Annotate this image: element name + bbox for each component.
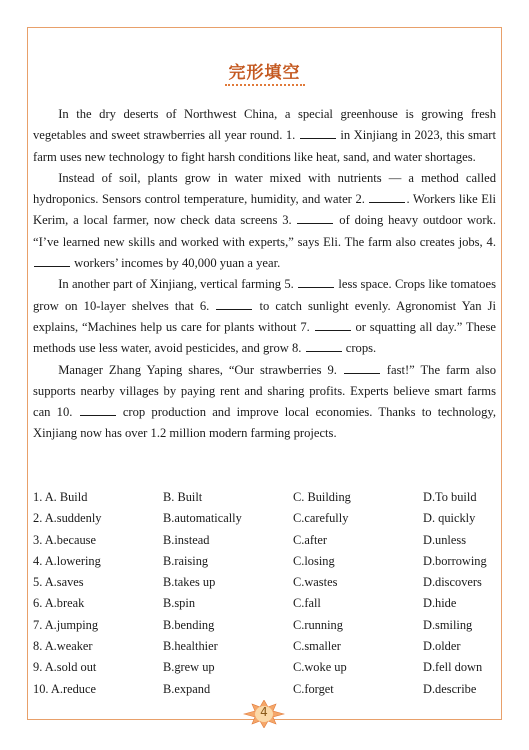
option-row [33, 551, 503, 572]
option-b: B.instead [163, 532, 210, 547]
passage [33, 104, 496, 445]
option-c: C.losing [293, 553, 335, 568]
blank-4 [34, 254, 70, 267]
option-a: 9. A.sold out [33, 660, 97, 675]
option-d: D.fell down [423, 660, 483, 675]
option-a: 7. A.jumping [33, 617, 99, 632]
option-c: C.forget [293, 681, 334, 696]
option-b: B.healthier [163, 639, 218, 654]
blank-1 [300, 126, 336, 139]
option-a: 3. A.because [33, 532, 96, 547]
option-b: B.spin [163, 596, 196, 611]
option-a: 6. A.break [33, 596, 85, 611]
option-c: C.woke up [293, 660, 347, 675]
blank-3 [297, 211, 333, 224]
option-d: D.unless [423, 532, 467, 547]
option-b: B. Built [163, 490, 203, 504]
option-row [33, 572, 503, 593]
option-d: D.hide [423, 596, 457, 611]
option-a: 5. A.saves [33, 575, 84, 590]
option-d: D.borrowing [423, 553, 487, 568]
option-c: C.carefully [293, 511, 349, 526]
option-row [33, 487, 503, 508]
blank-5 [298, 275, 334, 288]
option-c: C.wastes [293, 575, 338, 590]
option-b: B.expand [163, 681, 211, 696]
option-row [33, 615, 503, 636]
paragraph-3: In another part of Xinjiang, vertical farming 5. less space. Crops like tomatoes grow on 10-layer shelves that 6. to catch sunlight evenly. Agronomist Yan Ji explains, “Machines help us care for plants without 7. or squatting all day.” These methods use less water, avoid pesticides, and grow 8. crops. [33, 277, 496, 356]
blank-6 [216, 297, 252, 310]
option-c: C.running [293, 617, 343, 632]
option-b: B.grew up [163, 660, 215, 675]
blank-9 [344, 361, 380, 374]
option-d: D.smiling [423, 617, 473, 632]
blank-7 [315, 318, 351, 331]
option-a: 10. A.reduce [33, 681, 96, 696]
option-a: 2. A.suddenly [33, 511, 102, 526]
paragraph-1: In the dry deserts of Northwest China, a special greenhouse is growing fresh vegetables and sweet strawberries all year round. 1. in Xinjiang in 2023, this smart farm uses new technology to fight harsh conditions like heat, sand, and water shortages. [33, 107, 497, 164]
option-row [33, 636, 503, 657]
option-d: D.describe [423, 681, 477, 696]
option-d: D.To build [423, 490, 477, 504]
blank-8 [306, 339, 342, 352]
paragraph-2: Instead of soil, plants grow in water mixed with nutrients — a method called hydroponics. Sensors control temperature, humidity, and water 2. . Workers like Eli Kerim, a local farmer, now check data screens 3. of doing heavy outdoor work. “I’ve learned new skills and worked with experts,” says Eli. The farm also creates jobs, 4. workers’ incomes by 40,000 yuan a year. [33, 170, 496, 271]
option-row [33, 657, 503, 678]
option-c: C.smaller [293, 639, 341, 654]
option-row [33, 679, 503, 700]
option-b: B.takes up [163, 575, 216, 590]
option-b: B.automatically [163, 511, 242, 526]
option-d: D.older [423, 639, 461, 654]
blank-2 [369, 190, 405, 203]
option-row [33, 530, 503, 551]
option-row [33, 508, 503, 529]
option-b: B.raising [163, 553, 209, 568]
option-row [33, 593, 503, 614]
answer-options [33, 487, 503, 700]
option-a: 1. A. Build [33, 490, 88, 504]
page-title: 完形填空 [0, 58, 529, 83]
paragraph-4: Manager Zhang Yaping shares, “Our strawberries 9. fast!” The farm also supports nearby villages by paying rent and sharing profits. Experts believe smart farms can 10. crop production and improve local economies. Thanks to technology, Xinjiang now has over 1.2 million modern farming projects. [33, 362, 497, 441]
option-c: C. Building [293, 490, 351, 504]
option-b: B.bending [163, 617, 215, 632]
option-a: 8. A.weaker [33, 639, 93, 654]
page-number: 4 [260, 705, 268, 719]
option-d: D.discovers [423, 575, 482, 590]
option-a: 4. A.lowering [33, 553, 101, 568]
option-d: D. quickly [423, 511, 476, 526]
option-c: C.fall [293, 596, 321, 611]
blank-10 [80, 403, 116, 416]
option-c: C.after [293, 532, 328, 547]
